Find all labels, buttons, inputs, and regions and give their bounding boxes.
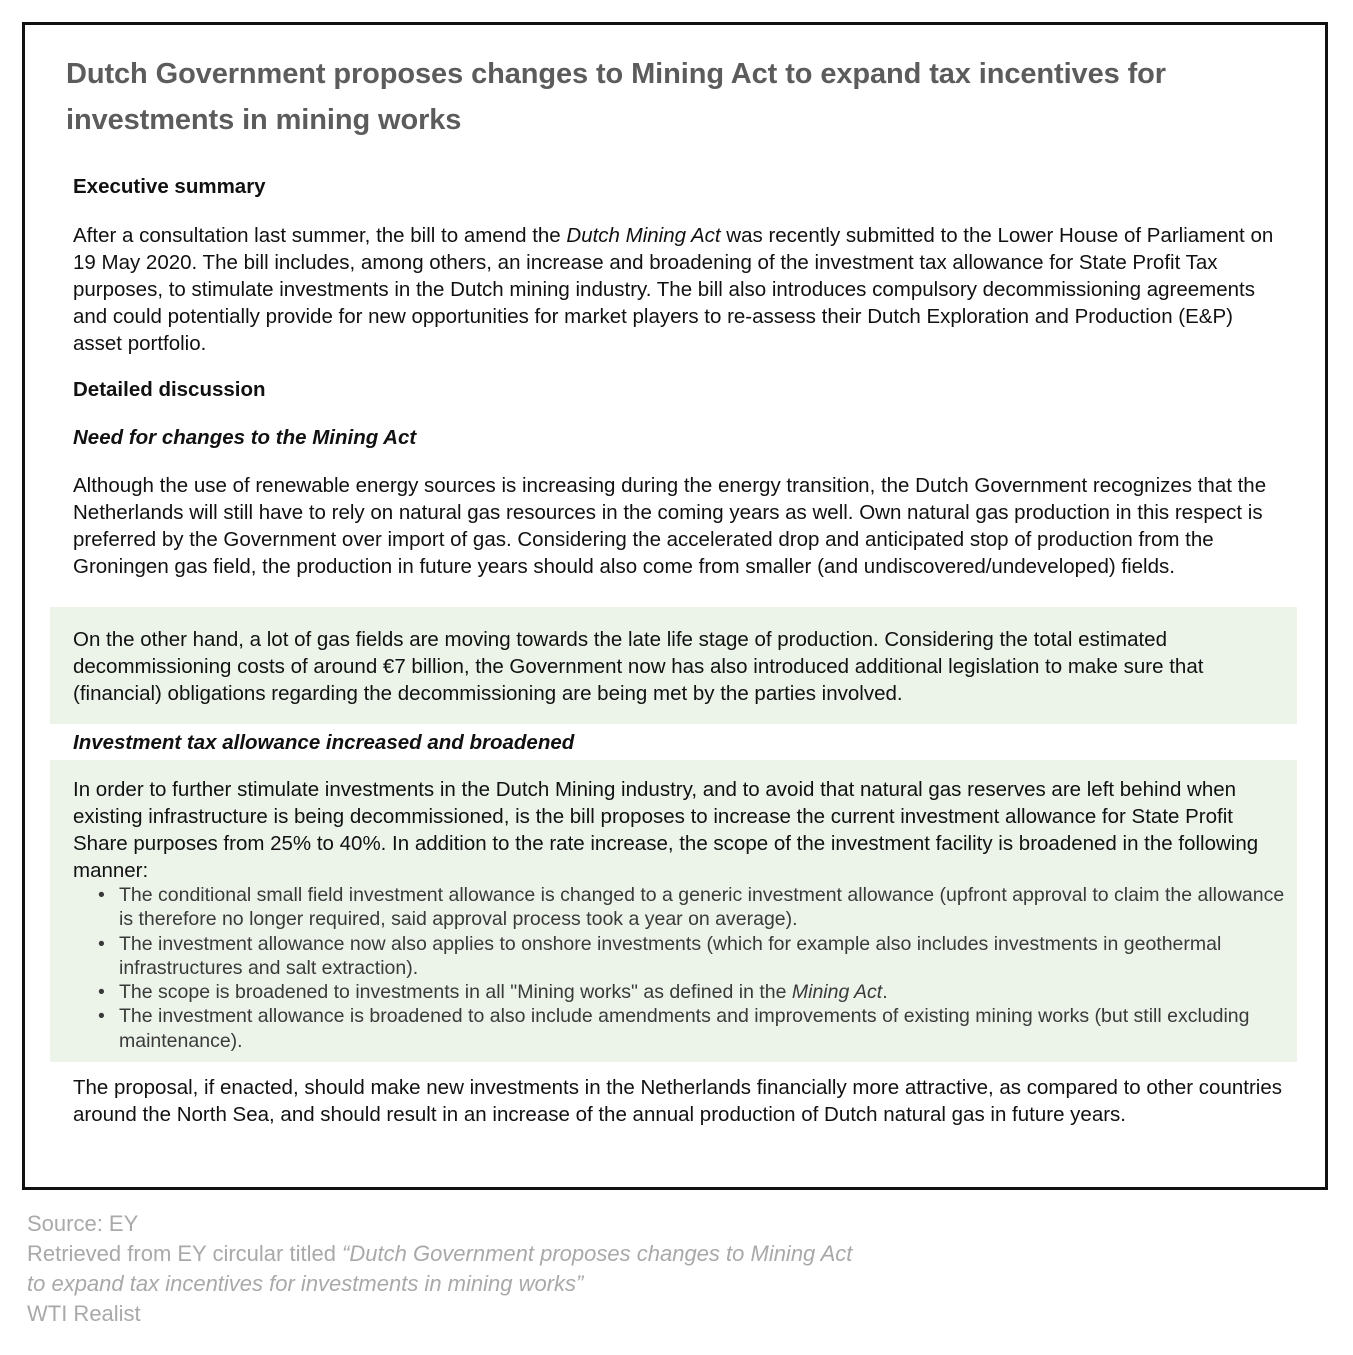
bullet-symbol: • xyxy=(98,981,105,1004)
image-caption xyxy=(27,1209,1027,1329)
conclusion-paragraph: The proposal, if enacted, should make new investments in the Netherlands financially more attractive, as compared to other countries around the North Sea, and should result in an increase of the annual production of Dutch natural gas in future years. xyxy=(73,1076,1282,1126)
caption-source: Source: EY xyxy=(27,1211,139,1236)
bullet-item xyxy=(73,932,1288,981)
bullet-symbol: • xyxy=(98,1005,105,1028)
dutch-mining-act-emphasis: Dutch Mining Act xyxy=(566,224,721,247)
bullet-item xyxy=(73,980,1288,1004)
bullet-text: The investment allowance now also applies to onshore investments (which for example also includes investments in geothermal infrastructures and salt extraction). xyxy=(119,932,1222,979)
executive-summary-heading: Executive summary xyxy=(73,175,266,198)
document-frame xyxy=(22,22,1328,1190)
caption-credit: WTI Realist xyxy=(27,1301,141,1326)
bullet-text: The conditional small field investment allowance is changed to a generic investment allowance (upfront approval to claim the allowance is therefore no longer required, said approval process took a year on average). xyxy=(119,884,1285,931)
caption-retrieved-line xyxy=(27,1239,1027,1269)
bullet-item xyxy=(73,883,1288,932)
decommissioning-paragraph: On the other hand, a lot of gas fields are moving towards the late life stage of production. Considering the total estimated decommissioning costs of around €7 billion, the Government now has also introduced additional legislation to make sure that (financial) obligations regarding the decommissioning are being met by the parties involved. xyxy=(73,628,1204,705)
bullet-text: The investment allowance is broadened to also include amendments and improvements of existing mining works (but still excluding maintenance). xyxy=(119,1005,1250,1052)
bullet-symbol: • xyxy=(98,932,105,955)
investment-allowance-highlight-box xyxy=(50,760,1297,1062)
bullet-symbol: • xyxy=(98,884,105,906)
investment-allowance-subheading: Investment tax allowance increased and broadened xyxy=(73,731,575,754)
executive-summary-paragraph xyxy=(73,222,1283,357)
mining-act-emphasis: Mining Act xyxy=(791,981,883,1004)
bullet-item xyxy=(73,1004,1288,1053)
executive-summary-text-end: was recently submitted to the Lower House of Parliament on 19 May 2020. The bill includes, among others, an increase and broadening of the investment tax allowance for State Profit Tax purposes, to stimulate investments in the Dutch mining industry. The bill also introduces compulsory decommissioning agreements and could potentially provide for new opportunities for market players to re-assess their Dutch Exploration and Production (E&P) asset portfolio. xyxy=(73,224,1274,355)
document-title: Dutch Government proposes changes to Mining Act to expand tax incentives for investments in mining works xyxy=(66,58,1166,136)
need-for-changes-paragraph: Although the use of renewable energy sources is increasing during the energy transition, the Dutch Government recognizes that the Netherlands will still have to rely on natural gas resources in the coming years as well. Own natural gas production in this respect is preferred by the Government over import of gas. Considering the accelerated drop and anticipated stop of production from the Groningen gas field, the production in future years should also come from smaller (and undiscovered/undeveloped) fields. xyxy=(73,474,1267,578)
caption-circular-title-line1: “Dutch Government proposes changes to Mining Act xyxy=(342,1241,853,1266)
executive-summary-text-start: After a consultation last summer, the bill to amend the xyxy=(73,224,567,247)
scope-bullet-list xyxy=(73,883,1288,1053)
investment-allowance-paragraph: In order to further stimulate investments in the Dutch Mining industry, and to avoid that natural gas reserves are left behind when existing infrastructure is being decommissioned, is the bill proposes to increase the current investment allowance for State Profit Share purposes from 25% to 40%. In addition to the rate increase, the scope of the investment facility is broadened in the following manner: xyxy=(73,778,1259,882)
bullet-text-start: The scope is broadened to investments in all "Mining works" as defined in the xyxy=(119,981,792,1004)
caption-circular-title-line2: to expand tax incentives for investments in mining works” xyxy=(27,1271,584,1296)
detailed-discussion-heading: Detailed discussion xyxy=(73,378,266,401)
caption-retrieved-prefix: Retrieved from EY circular titled xyxy=(27,1241,343,1266)
need-for-changes-subheading: Need for changes to the Mining Act xyxy=(73,426,417,449)
decommissioning-highlight-box xyxy=(50,607,1297,724)
bullet-text-end: . xyxy=(882,981,888,1004)
